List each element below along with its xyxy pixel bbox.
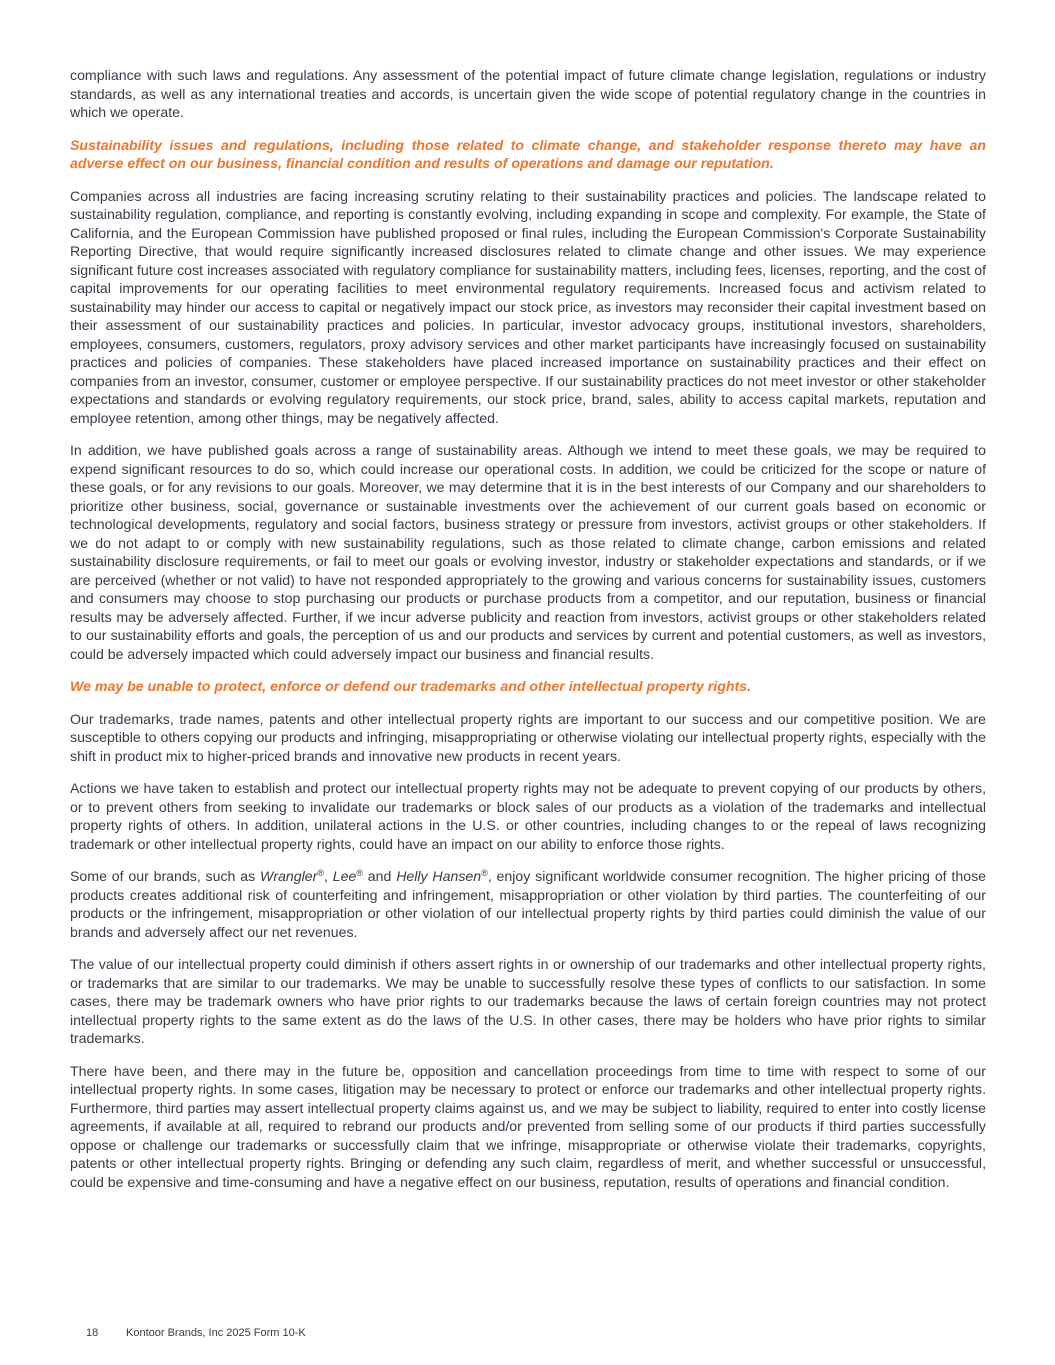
brands-separator: , [324, 868, 333, 884]
page-number: 18 [86, 1327, 99, 1339]
brands-rest-text: , enjoy significant worldwide consumer recognition. The higher pricing of those products creates additional risk of counterfeiting and infringement, misappropriation or other violation by third parties. The counterfeiting of our products or the infringement, misappropriation or other violation of our intellectual property rights by third parties could diminish the value of our brands and adversely affect our net revenues. [70, 868, 987, 940]
document-body [70, 66, 986, 1205]
paragraph-ip-proceedings: There have been, and there may in the future be, opposition and cancellation proceedings from time to time with respect to some of our intellectual property rights. In some cases, litigation may be necessary to protect or enforce our trademarks and other intellectual property rights. Furthermore, third parties may assert intellectual property claims against us, and we may be subject to liability, required to enter into costly license agreements, if available at all, required to rebrand our products and/or prevented from selling some of our products if third parties successfully oppose or challenge our trademarks or successfully claim that we infringe, misappropriate or otherwise violate their trademarks, copyrights, patents or other intellectual property rights. Bringing or defending any such claim, regardless of merit, and whether successful or unsuccessful, could be expensive and time-consuming and have a negative effect on our business, reputation, results of operations and financial condition. [70, 1062, 986, 1190]
brands-separator: and [362, 868, 397, 884]
brand-helly-hansen: Helly Hansen [396, 868, 482, 884]
paragraph-sustainability-scrutiny: Companies across all industries are facing increasing scrutiny relating to their sustainability practices and policies. The landscape related to sustainability regulation, compliance, and reporting is constantly evolving, including expanding in scope and complexity. For example, the State of California, and the European Commission have published proposed or final rules, including the European Commission's Corporate Sustainability Reporting Directive, that would require significantly increased disclosures related to climate change and other issues. We may experience significant future cost increases associated with regulatory compliance for sustainability matters, including fees, licenses, reporting, and the cost of capital improvements for our operating facilities to meet environmental regulatory requirements. Increased focus and activism related to sustainability may hinder our access to capital or negatively impact our stock price, as investors may reconsider their capital investment based on their assessment of our sustainability practices and policies. In particular, investor advocacy groups, institutional investors, shareholders, employees, consumers, customers, regulators, proxy advisory services and other market participants have increasingly focused on sustainability practices and policies of companies. These stakeholders have placed increased importance on sustainability practices and their effect on companies from an investor, consumer, customer or employee perspective. If our sustainability practices do not meet investor or other stakeholder expectations and standards or evolving regulatory requirements, our stock price, brand, sales, ability to access capital markets, reputation and employee retention, among other things, may be negatively affected. [70, 187, 986, 426]
paragraph-ip-protection-actions: Actions we have taken to establish and protect our intellectual property rights may not be adequate to prevent copying of our products by others, or to prevent others from seeking to invalidate our trademarks or block sales of our products as a violation of the trademarks and intellectual property rights of others. In addition, unilateral actions in the U.S. or other countries, including changes to or the repeal of laws recognizing trademark or other intellectual property rights, could have an impact on our ability to enforce those rights. [70, 780, 986, 852]
paragraph-ip-value-diminish: The value of our intellectual property could diminish if others assert rights in or ownership of our trademarks and other intellectual property rights, or trademarks that are similar to our trademarks. We may be unable to successfully resolve these types of conflicts to our satisfaction. In some cases, there may be trademark owners who have prior rights to our trademarks because the laws of certain foreign countries may not protect intellectual property rights to the same extent as do the laws of the U.S. In other cases, there may be holders who have prior rights to similar trademarks. [70, 956, 986, 1046]
brand-lee: Lee [332, 868, 357, 884]
document-title: Kontoor Brands, Inc 2025 Form 10-K [126, 1327, 306, 1339]
registered-mark: ® [356, 868, 363, 878]
page-footer [86, 1327, 306, 1339]
paragraph-sustainability-goals: In addition, we have published goals across a range of sustainability areas. Although we intend to meet these goals, we may be required to expend significant resources to do so, which could increase our operational costs. In addition, we could be criticized for the scope or nature of these goals, or for any revisions to our goals. Moreover, we may determine that it is in the best interests of our Company and our shareholders to prioritize other business, social, governance or sustainable investments over the achievement of our current goals based on economic or technological developments, regulatory and social factors, business strategy or pressure from investors, activist groups or other stakeholders. If we do not adapt to or comply with new sustainability regulations, such as those related to climate change, carbon emissions and related sustainability disclosure requirements, or fail to meet our goals or evolving investor, industry or stakeholder expectations and standards, or if we are perceived (whether or not valid) to have not responded appropriately to the growing and various concerns for sustainability issues, customers and consumers may choose to stop purchasing our products or purchase products from a competitor, and our reputation, business or financial results may be adversely affected. Further, if we incur adverse publicity and reaction from investors, activist groups or other stakeholders related to our sustainability efforts and goals, the perception of us and our products and services by current and potential customers, as well as investors, could be adversely impacted which could adversely impact our business and financial results. [70, 442, 986, 662]
registered-mark: ® [317, 868, 324, 878]
brand-wrangler: Wrangler [259, 868, 318, 884]
paragraph-brand-recognition [70, 867, 986, 941]
paragraph-climate-compliance: compliance with such laws and regulations. Any assessment of the potential impact of future climate change legislation, regulations or industry standards, as well as any international treaties and accords, is uncertain given the wide scope of potential regulatory change in the countries in which we operate. [70, 67, 986, 120]
risk-heading-trademarks: We may be unable to protect, enforce or defend our trademarks and other intellectual property rights. [70, 678, 751, 694]
registered-mark: ® [481, 868, 488, 878]
paragraph-ip-importance: Our trademarks, trade names, patents and other intellectual property rights are important to our success and our competitive position. We are susceptible to others copying our products and infringing, misappropriating or otherwise violating our intellectual property rights, especially with the shift in product mix to higher-priced brands and innovative new products in recent years. [70, 710, 986, 764]
brands-lead-text: Some of our brands, such as [70, 868, 260, 884]
risk-heading-sustainability: Sustainability issues and regulations, including those related to climate change, and stakeholder response thereto may have an adverse effect on our business, financial condition and results of operations and damage our reputation. [70, 136, 986, 171]
